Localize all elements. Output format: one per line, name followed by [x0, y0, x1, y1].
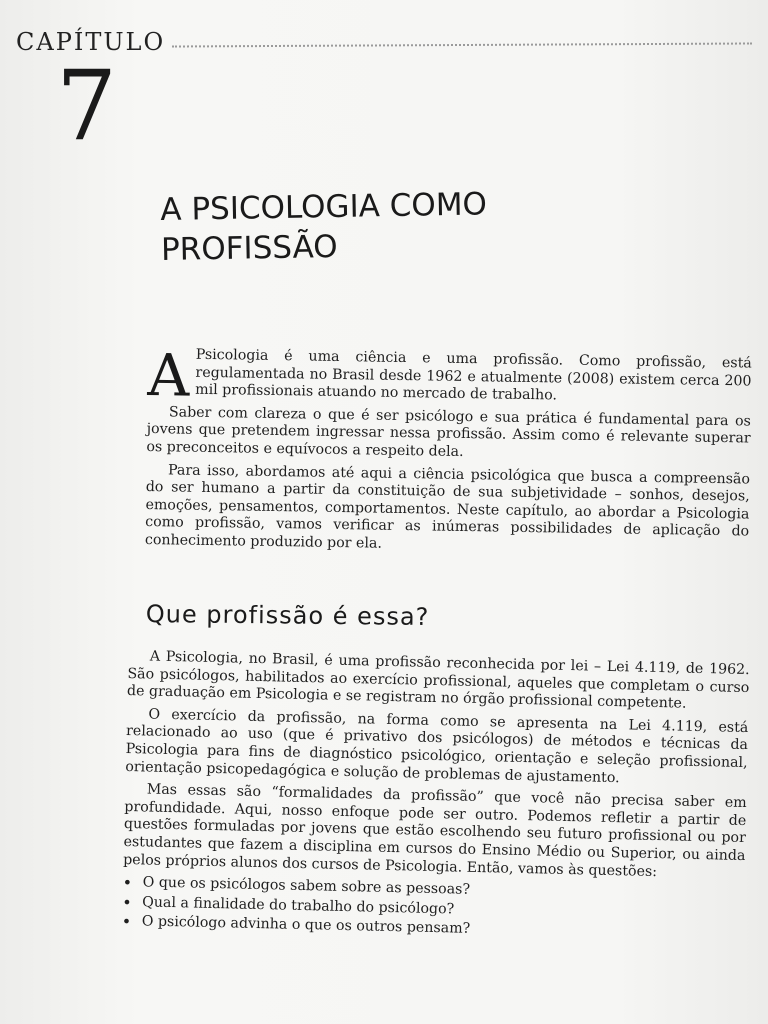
chapter-label: CAPÍTULO	[16, 28, 166, 56]
intro-section	[144, 341, 752, 564]
list-item: • O que os psicólogos sabem sobre as pessoas?	[122, 874, 744, 906]
chapter-title-line-2: PROFISSÃO	[160, 228, 338, 268]
list-item: • O psicólogo advinha o que os outros pensam?	[122, 913, 744, 945]
list-item: • Qual a finalidade do trabalho do psicólogo?	[122, 894, 744, 926]
section-body	[122, 648, 750, 947]
section-paragraph-3: Mas essas são “formalidades da profissão” que você não precisa saber em profundidade. Aqui, nosso enfoque pode ser outro. Podemos refletir a partir de questões formuladas por jovens que estão escolhendo seu futuro profissional ou por estudantes que fazem a disciplina em cursos do Ensino Médio ou Superior, ou ainda pelos próprios alunos dos cursos de Psicologia. Então, vamos às questões:	[123, 781, 747, 880]
section-paragraph-2: O exercício da profissão, na forma como se apresenta na Lei 4.119, está relacionado ao uso (que é privativo dos psicólogos) de métodos e técnicas da Psicologia para fins de diagnóstico psicológico, orientação e seleção profissional, orientação psicopedagógica e solução de problemas de ajustamento.	[125, 706, 749, 786]
section-paragraph-1: A Psicologia, no Brasil, é uma profissão reconhecida por lei – Lei 4.119, de 1962. São psicólogos, habilitados ao exercício profissional, aqueles que completam o curso de graduação em Psicologia e se registram no órgão profissional competente.	[126, 648, 750, 712]
intro-paragraph-2: Saber com clareza o que é ser psicólogo e sua prática é fundamental para os jovens que pretendem ingressar nessa profissão. Assim como é relevante superar os preconceitos e equívocos a respeito dela.	[146, 404, 752, 460]
drop-cap: A	[147, 341, 190, 410]
intro-paragraph-3: Para isso, abordamos até aqui a ciência psicológica que busca a compreensão do ser humano a partir da constituição de sua subjetividade – sonhos, desejos, emoções, pensamentos, comportamentos. Neste capítulo, ao abordar a Psicologia como profissão, vamos verificar as inúmeras possibilidades de aplicação do conhecimento produzido por ela.	[144, 461, 751, 552]
intro-paragraph-1-text: Psicologia é uma ciência e uma profissão. Como profissão, está regulamentada no Brasil desde 1962 e atualmente (2008) existem cerca 200 mil profissionais atuando no mercado de trabalho.	[195, 346, 752, 404]
chapter-number: 7	[56, 50, 118, 162]
questions-list	[122, 874, 745, 945]
section-heading: Que profissão é essa?	[145, 600, 430, 631]
chapter-title-line-1: A PSICOLOGIA COMO	[160, 186, 488, 228]
intro-paragraph-1	[147, 341, 752, 410]
chapter-title	[160, 180, 721, 270]
